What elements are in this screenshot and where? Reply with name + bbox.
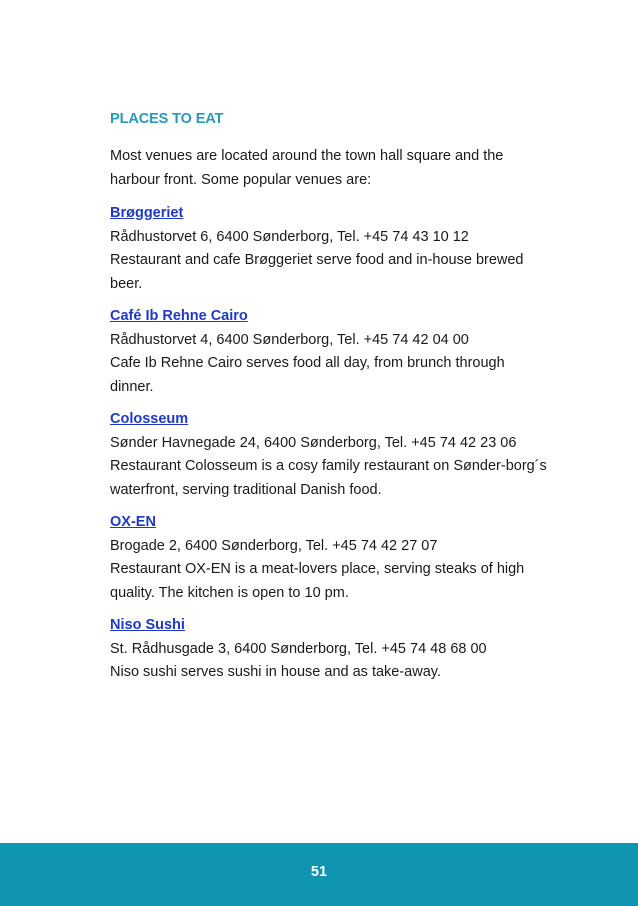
venue-address: Rådhustorvet 6, 6400 Sønderborg, Tel. +45 74 43 10 12 <box>110 228 469 245</box>
venue-description: Restaurant and cafe Brøggeriet serve food and in-house brewed beer. <box>110 252 524 292</box>
venue-link-niso-sushi[interactable]: Niso Sushi <box>110 617 185 633</box>
venue-description: Cafe Ib Rehne Cairo serves food all day, from brunch through dinner. <box>110 355 505 395</box>
venue-entry <box>110 305 550 399</box>
venue-entry <box>110 614 550 685</box>
page-footer-bar <box>0 843 638 906</box>
intro-paragraph: Most venues are located around the town hall square and the harbour front. Some popular venues are: <box>110 148 504 188</box>
page-number: 51 <box>310 864 328 880</box>
venue-description: Restaurant OX-EN is a meat-lovers place, serving steaks of high quality. The kitchen is open to 10 pm. <box>110 561 525 601</box>
venue-link-cafe-ib-rehne-cairo[interactable]: Café Ib Rehne Cairo <box>110 308 248 324</box>
venue-entry <box>110 408 550 502</box>
venue-entry <box>110 202 550 296</box>
page-content <box>110 108 550 694</box>
venue-link-broggeriet[interactable]: Brøggeriet <box>110 205 184 221</box>
venue-description: Restaurant Colosseum is a cosy family restaurant on Sønder-borg´s waterfront, serving traditional Danish food. <box>110 458 547 498</box>
section-heading: PLACES TO EAT <box>110 111 224 127</box>
venue-link-ox-en[interactable]: OX-EN <box>110 514 156 530</box>
venue-link-colosseum[interactable]: Colosseum <box>110 411 189 427</box>
venue-address: Brogade 2, 6400 Sønderborg, Tel. +45 74 42 27 07 <box>110 537 438 554</box>
venue-description: Niso sushi serves sushi in house and as take-away. <box>110 664 441 680</box>
venue-entry <box>110 511 550 605</box>
venue-address: Sønder Havnegade 24, 6400 Sønderborg, Tel. +45 74 42 23 06 <box>110 434 517 451</box>
venue-address: St. Rådhusgade 3, 6400 Sønderborg, Tel. +45 74 48 68 00 <box>110 640 487 657</box>
venue-address: Rådhustorvet 4, 6400 Sønderborg, Tel. +45 74 42 04 00 <box>110 331 469 348</box>
